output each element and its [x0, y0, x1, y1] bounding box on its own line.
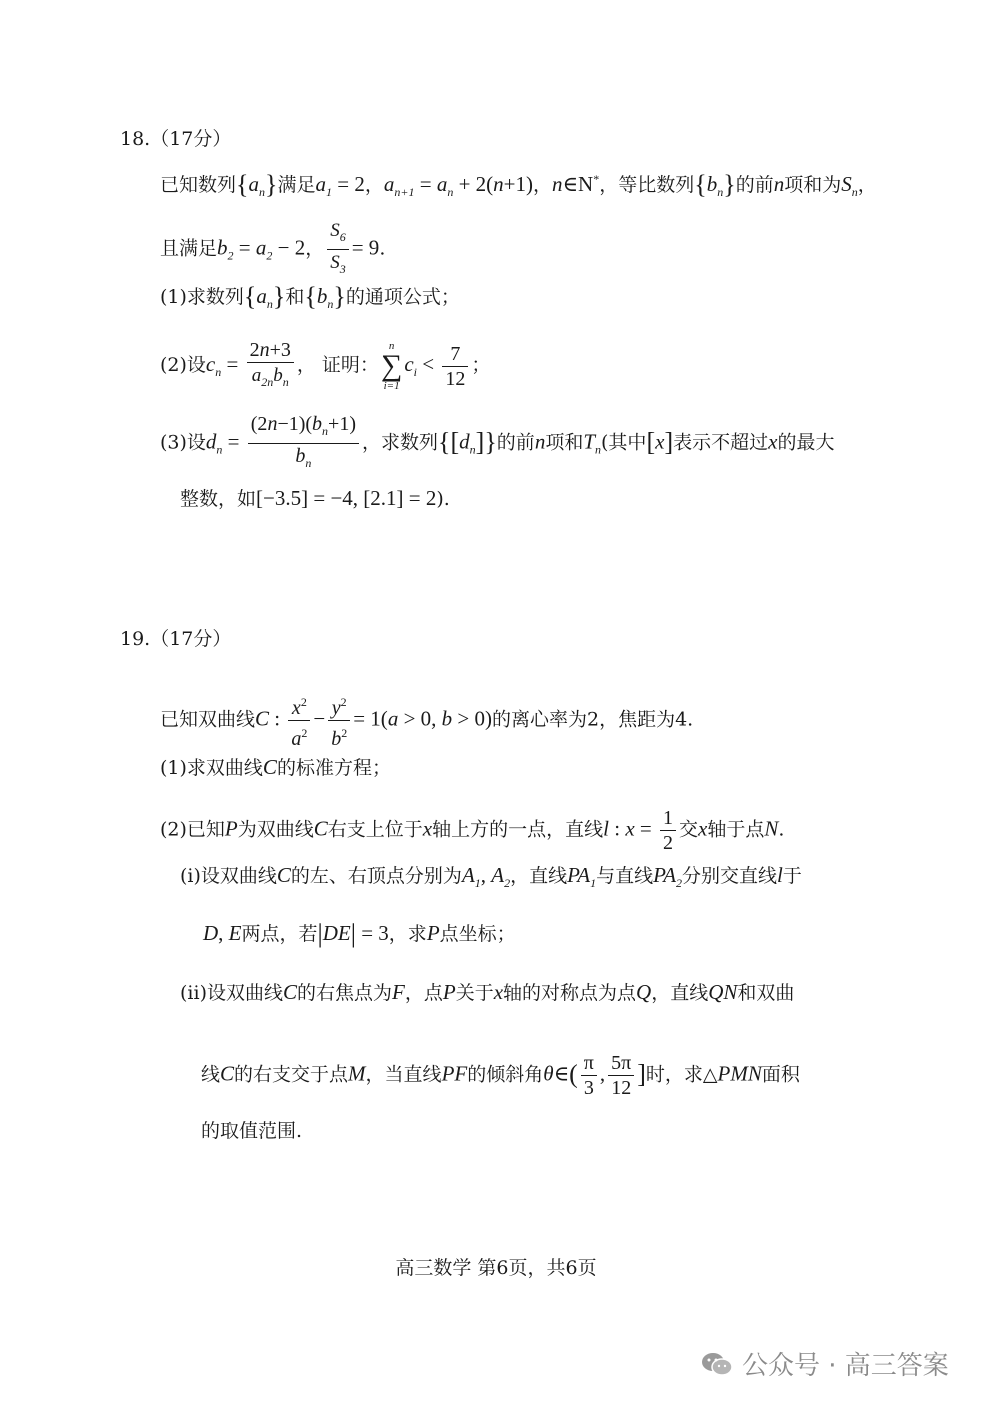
q19-stem-line-1: 已知双曲线C : $\frac{x^2}{a^2}$ − $\frac{y^2}{b^2}$ = 1(a > 0, b > 0)的离心率为2，焦距为4. — [160, 690, 693, 751]
q19-part-2: (2)已知P为双曲线C右支上位于x轴上方的一点，直线l : x = $\frac{1}{2}$ 交x轴于点N. — [160, 807, 785, 854]
q19-part-2-i: (i)设双曲线C的左、右顶点分别为$A_1$, $A_2$，直线$PA_1$与直线$PA_2$分别交直线l于 — [180, 863, 802, 890]
q19-part-2-ii: (ii)设双曲线C的右焦点为F，点P关于x轴的对称点为点Q，直线QN和双曲 — [180, 980, 795, 1004]
question-19-header: 19.（17分） — [120, 628, 232, 650]
q19-part-2-ii-cont: 线C的右支交于点M，当直线PF的倾斜角θ∈( $\frac{\pi}{3}$ , $\frac{5\pi}{12}$ ]时，求△PMN面积 — [201, 1052, 800, 1099]
q19-part-1: (1)求双曲线C的标准方程； — [160, 755, 391, 779]
q18-stem-line-1: 已知数列$\{a_n\}$满足$a_1 = 2$，$a_{n+1} = a_n + 2(n+1)$，n∈N*，等比数列$\{b_n\}$的前n项和为$S_n$， — [160, 170, 877, 199]
watermark — [700, 1345, 949, 1382]
q19-part-2-i-cont: D, E两点，若|DE| = 3，求P点坐标； — [203, 919, 516, 948]
watermark-text: 公众号 · 高三答案 — [742, 1351, 949, 1381]
q18-stem-line-2: 且满足$b_2 = a_2 - 2$， $\frac{S_6}{S_3}$ = 9. — [160, 220, 386, 276]
page-footer: 高三数学 第6页，共6页 — [395, 1257, 597, 1279]
q19-part-2-ii-end: 的取值范围. — [201, 1120, 303, 1142]
q18-part-3-cont: 整数，如[−3.5] = −4, [2.1] = 2). — [180, 486, 450, 510]
q18-part-3: (3)设$d_n$ = $\frac{(2n-1)(b_n+1)}{b_n}$ ，求数列$\{[d_n]\}$的前n项和$T_n$(其中[x]表示不超过x的最大 — [160, 413, 835, 470]
q18-part-1: (1)求数列$\{a_n\}$和$\{b_n\}$的通项公式； — [160, 282, 460, 311]
question-18-header: 18.（17分） — [120, 128, 232, 150]
wechat-icon — [700, 1350, 734, 1378]
q18-part-2: (2)设$c_n$ = $\frac{2n+3}{a_{2n}b_n}$ ， 证明： n ∑ i=1 $c_i$ < $\frac{7}{12}$ ； — [160, 339, 491, 392]
